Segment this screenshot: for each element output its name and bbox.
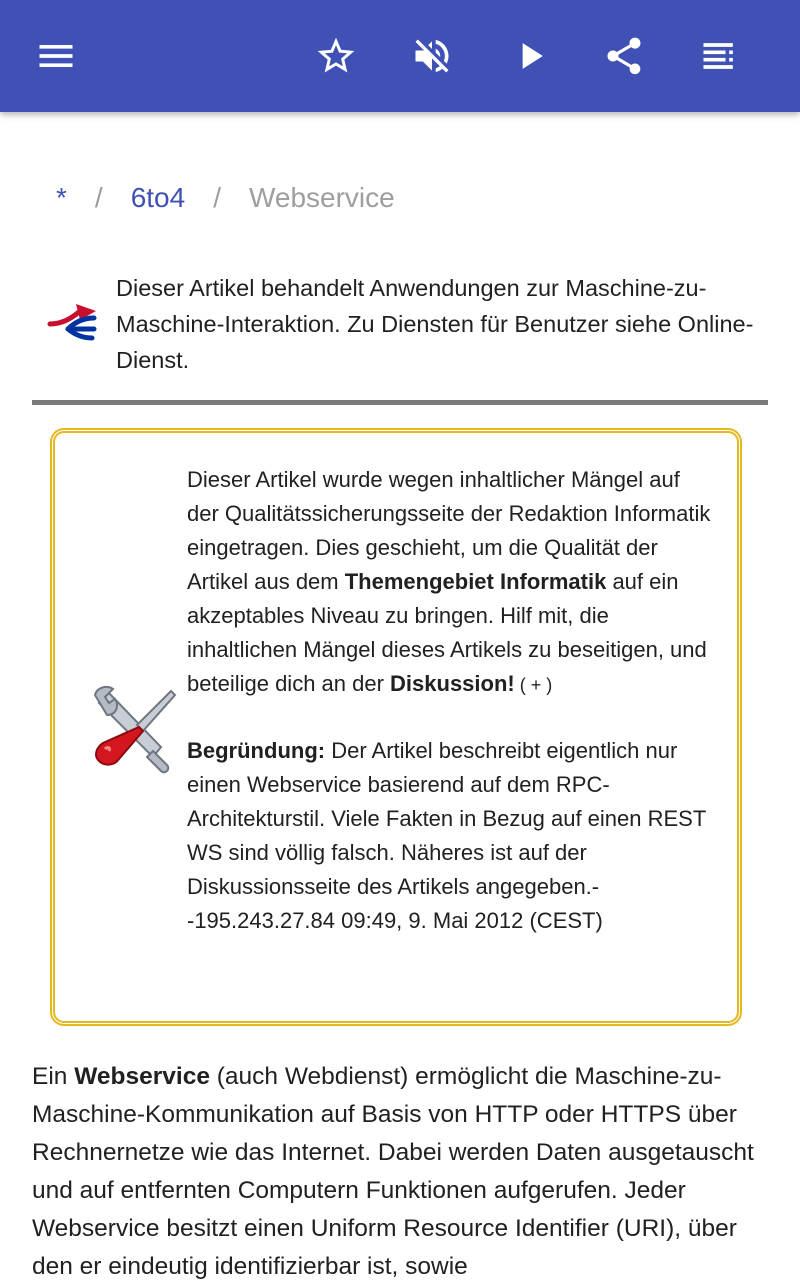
redirect-arrow-icon [46,298,102,342]
topic-link[interactable]: Themengebiet Informatik [344,569,607,594]
tools-icon [91,685,177,775]
hatnote-text: Dieser Artikel behandelt Anwendungen zur Maschine-zu-Maschine-Interaktion. Zu Diensten für Benutzer siehe Online-Dienst. [116,275,754,373]
play-icon [508,34,552,78]
quality-notice-reason [187,734,717,938]
quality-notice-body [187,463,717,938]
hatnote [32,270,768,405]
quality-notice-box [50,428,742,1026]
breadcrumb-separator: / [213,182,221,213]
intro-text: Ein [32,1063,75,1090]
breadcrumb [56,178,395,218]
app-toolbar [0,0,800,112]
share-icon [602,34,646,78]
notice-text: auf ein akzeptables Niveau zu bringen. Hilf mit, die inhaltlichen Mängel dieses Artikels zu beseitigen, und beteilige dich an der [187,569,707,696]
menu-button[interactable] [28,28,84,84]
breadcrumb-parent[interactable]: 6to4 [130,182,186,213]
breadcrumb-root[interactable]: * [56,182,67,213]
quality-notice-paragraph [187,463,717,702]
share-button[interactable] [596,28,652,84]
contents-button[interactable] [692,28,748,84]
reason-label: Begründung: [187,738,326,763]
volume-off-icon [410,34,454,78]
play-button[interactable] [502,28,558,84]
intro-text: (auch Webdienst) ermöglicht die Maschine-zu-Maschine-Kommunikation auf Basis von HTTP oder HTTPS über Rechnernetze wie das Internet. Dabei werden Daten ausgetauscht und auf entfernten Computern Funktionen aufgerufen. Jeder Webservice besitzt einen Uniform Resource Identifier (URI), über den er eindeutig identifizierbar ist, sowie [32,1063,754,1280]
reason-text: Der Artikel beschreibt eigentlich nur einen Webservice basierend auf dem RPC-Architekturstil. Viele Fakten in Bezug auf einen REST WS sind völlig falsch. Näheres ist auf der Diskussionsseite des Artikels angegeben.--195.243.27.84 09:49, 9. Mai 2012 (CEST) [187,738,706,933]
article-intro [32,1058,772,1286]
breadcrumb-separator: / [94,182,103,213]
menu-icon [34,34,78,78]
list-icon [698,34,742,78]
notice-text: Dieser Artikel wurde wegen inhaltlicher Mängel auf der Qualitätssicherungsseite der Redaktion Informatik eingetragen. Dies geschieht, um die Qualität der Artikel aus dem [187,467,711,594]
star-outline-icon [314,34,358,78]
discussion-link[interactable]: Diskussion! [390,671,515,696]
mute-button[interactable] [404,28,460,84]
favorite-button[interactable] [308,28,364,84]
add-link[interactable]: ( + ) [514,675,553,695]
breadcrumb-current: Webservice [248,182,395,213]
intro-term: Webservice [74,1063,210,1090]
